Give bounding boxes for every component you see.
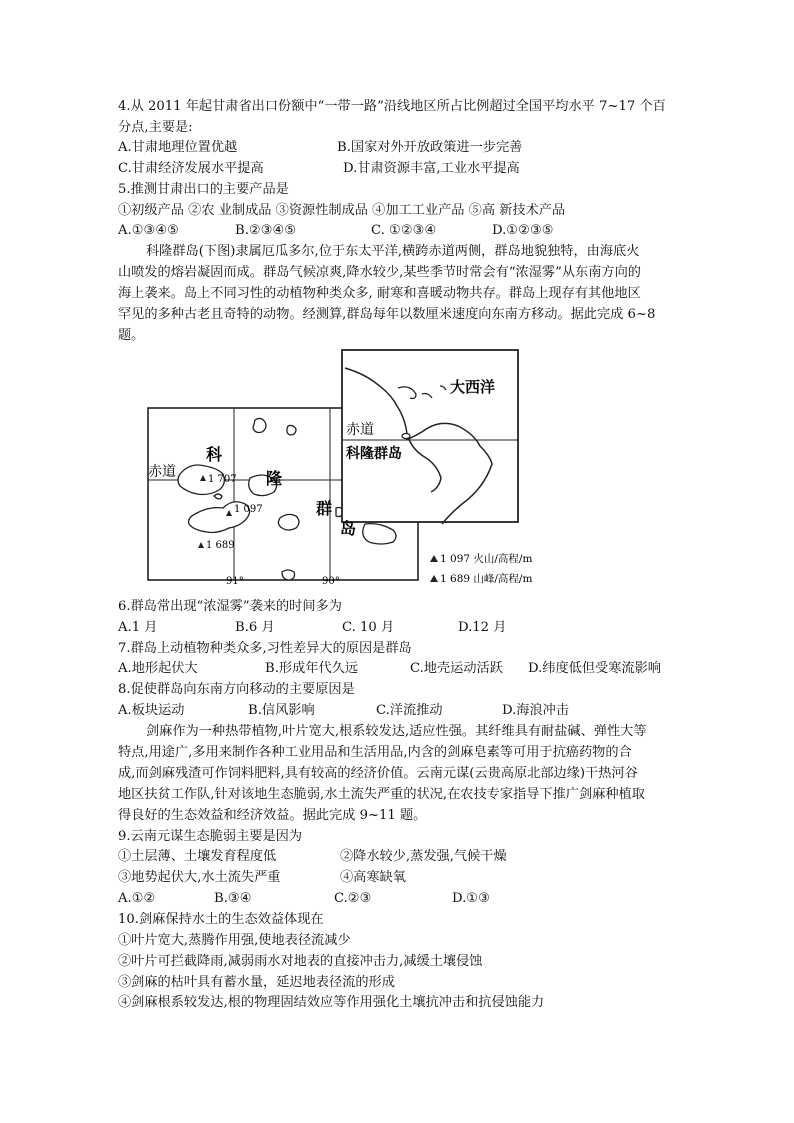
q9-item-1: ①土层薄、土壤发育程度低 <box>118 849 277 864</box>
q5-items: ①初级产品 ②农 业制成品 ③资源性制成品 ④加工工业产品 ⑤高 新技术产品 <box>118 203 566 218</box>
q4-option-b: B.国家对外开放政策进一步完善 <box>337 140 523 155</box>
q8-option-c: C.洋流推动 <box>376 703 443 718</box>
q4-stem-line2: 分点,主要是: <box>118 120 193 135</box>
q8-stem: 8.促使群岛向东南方向移动的主要原因是 <box>118 682 355 697</box>
passage1-line: 海上袭来。岛上不同习性的动植物种类众多, 耐寒和喜暖动物共存。群岛上现存有其他地区 <box>118 286 641 301</box>
q9-option-d: D.①③ <box>452 891 490 906</box>
inset-equator-label: 赤道 <box>346 422 374 438</box>
q5-option-d: D.①②③⑤ <box>492 223 554 238</box>
island <box>287 425 296 435</box>
q8-option-b: B.信风影响 <box>248 703 315 718</box>
passage1-line: 罕见的多种古老且奇特的动物。经测算,群岛每年以数厘米速度向东南方移动。据此完成 6~8 <box>118 307 656 322</box>
q5-stem: 5.推测甘肃出口的主要产品是 <box>118 182 289 197</box>
q9-item-4: ④高寒缺氧 <box>340 870 406 885</box>
peak3-elevation: 1 689 <box>206 540 235 551</box>
q4-option-a: A.甘肃地理位置优越 <box>118 140 238 155</box>
legend-volcano-label: 1 097 火山/高程/m <box>440 553 533 565</box>
q6-stem: 6.群岛常出现“浓湿雾”袭来的时间多为 <box>118 599 342 614</box>
q10-stem: 10.剑麻保持水土的生态效益体现在 <box>118 912 324 927</box>
passage2-line: 特点,用途广,多用来制作各种工业用品和生活用品,内含的剑麻皂素等可用于抗癌药物的合 <box>118 745 632 760</box>
q8-option-d: D.海浪冲击 <box>502 703 570 718</box>
island <box>253 418 266 432</box>
galapagos-map-figure <box>140 346 590 586</box>
q9-option-c: C.②③ <box>334 891 372 906</box>
q4-stem-line1: 4.从 2011 年起甘肃省出口份额中“一带一路”沿线地区所占比例超过全国平均水平 7~17 个百 <box>118 99 666 114</box>
q10-item-1: ①叶片宽大,蒸腾作用强,使地表径流减少 <box>118 933 351 948</box>
label-ke: 科 <box>206 445 223 464</box>
q4-option-d: D.甘肃资源丰富,工业水平提高 <box>343 161 520 176</box>
q7-option-b: B.形成年代久远 <box>265 661 359 676</box>
q6-option-a: A.1 月 <box>118 620 158 635</box>
passage2-line: 得良好的生态效益和经济效益。据此完成 9~11 题。 <box>118 808 427 823</box>
q6-option-b: B.6 月 <box>235 620 275 635</box>
passage1-line: 科隆群岛(下图)隶属厄瓜多尔,位于东太平洋,横跨赤道两侧，群岛地貌独特，由海底火 <box>146 244 640 259</box>
longitude-label-91: 91° <box>226 576 244 586</box>
q6-option-d: D.12 月 <box>458 620 507 635</box>
q10-item-2: ②叶片可拦截降雨,减弱雨水对地表的直接冲击力,减缓土壤侵蚀 <box>118 954 483 969</box>
q8-option-a: A.板块运动 <box>118 703 185 718</box>
q9-option-a: A.①② <box>118 891 156 906</box>
legend-peak-label: 1 689 山峰/高程/m <box>440 573 533 585</box>
island <box>278 514 299 530</box>
inset-ocean-label: 大西洋 <box>450 378 496 396</box>
label-dao: 岛 <box>340 519 357 538</box>
q10-item-3: ③剑麻的枯叶具有蓄水量，延迟地表径流的形成 <box>118 975 395 990</box>
q9-item-2: ②降水较少,蒸发强,气候干燥 <box>340 849 507 864</box>
passage2-line: 成,而剑麻残渣可作饲料肥料,具有较高的经济价值。云南元谋(云贵高原北部边缘)干热河谷 <box>118 766 638 781</box>
longitude-label-90: 90° <box>322 576 340 586</box>
q9-item-3: ③地势起伏大,水土流失严重 <box>118 870 281 885</box>
peak1-elevation: 1 707 <box>208 474 237 485</box>
q4-option-c: C.甘肃经济发展水平提高 <box>118 161 264 176</box>
q7-option-d: D.纬度低但受寒流影响 <box>528 661 661 676</box>
q7-option-c: C.地壳运动活跃 <box>410 661 503 676</box>
island <box>282 570 295 580</box>
label-qun: 群 <box>316 499 333 518</box>
passage2-line: 地区扶贫工作队,针对该地生态脆弱,水土流失严重的状况,在农技专家指导下推广剑麻种植取 <box>118 787 645 802</box>
q6-option-c: C. 10 月 <box>342 620 395 635</box>
q5-option-b: B.②③④⑤ <box>235 223 297 238</box>
inset-islands-label: 科隆群岛 <box>346 446 402 462</box>
galapagos-location-mark <box>402 434 410 439</box>
q5-option-a: A.①③④⑤ <box>118 223 180 238</box>
q9-stem: 9.云南元谋生态脆弱主要是因为 <box>118 829 303 844</box>
passage1-line: 题。 <box>118 328 145 343</box>
q7-option-a: A.地形起伏大 <box>118 661 198 676</box>
q7-stem: 7.群岛上动植物种类众多,习性差异大的原因是群岛 <box>118 641 412 656</box>
legend-volcano-icon <box>430 555 438 562</box>
q10-item-4: ④剑麻根系较发达,根的物理固结效应等作用强化土壤抗冲击和抗侵蚀能力 <box>118 995 545 1010</box>
label-long: 隆 <box>266 469 283 488</box>
passage1-line: 山喷发的熔岩凝固而成。群岛气候凉爽,降水较少,某些季节时常会有“浓湿雾”从东南方向的 <box>118 265 641 280</box>
legend-peak-icon <box>430 575 438 582</box>
main-equator-label: 赤道 <box>148 464 176 480</box>
passage2-line: 剑麻作为一种热带植物,叶片宽大,根系较发达,适应性强。其纤维具有耐盐碱、弹性大等 <box>146 724 647 739</box>
q9-option-b: B.③④ <box>214 891 252 906</box>
q5-option-c: C. ①②③④ <box>371 223 437 238</box>
peak2-elevation: 1 097 <box>234 504 263 515</box>
